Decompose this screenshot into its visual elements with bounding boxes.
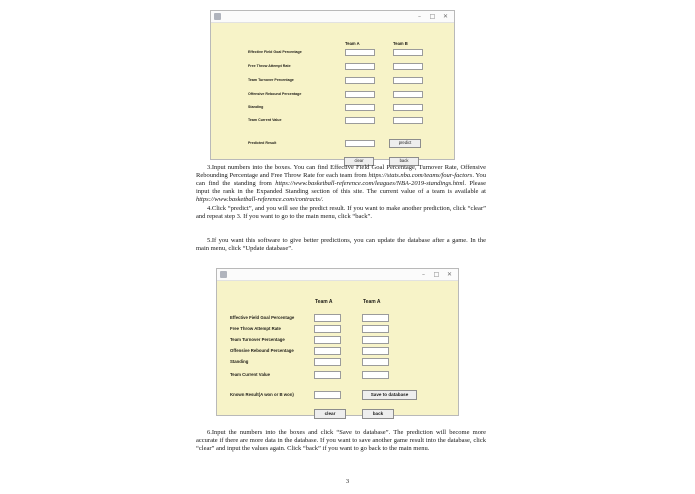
update-window-titlebar (217, 269, 458, 281)
input-team-a-offensive-rebound-percentage[interactable] (314, 347, 341, 355)
paragraph-step-6 (196, 429, 486, 453)
step3-sentence-4: . You can find the standing from (196, 172, 486, 188)
input-team-a-team-turnover-percentage[interactable] (345, 77, 375, 84)
label-team-current-value: Team Current Value (230, 372, 271, 377)
back-button[interactable]: back (362, 409, 394, 419)
input-team-b-standing[interactable] (393, 104, 423, 111)
input-team-b-team-current-value[interactable] (393, 117, 423, 124)
predict-window-body (211, 23, 454, 164)
back-button[interactable]: back (389, 157, 419, 166)
paragraph-step-4 (196, 205, 486, 221)
input-team-b-team-turnover-percentage[interactable] (393, 77, 423, 84)
update-window-body (217, 281, 458, 415)
url-four-factors: https://stats.nba.com/teams/four-factors (368, 172, 473, 180)
label-team-turnover-percentage: Team Turnover Percentage (248, 78, 294, 82)
label-free-throw-attempt-rate: Free Throw Attempt Rate (230, 326, 281, 331)
column-header-team-a: Team A (345, 41, 360, 46)
label-team-current-value: Team Current Value (248, 118, 282, 122)
predict-button[interactable]: predict (389, 139, 421, 148)
label-effective-field-goal-percentage: Effective Field Goal Percentage (248, 50, 302, 54)
paragraph-step-5 (196, 237, 486, 253)
input-team-a-effective-field-goal-percentage[interactable] (314, 314, 341, 322)
step3-sentence-5: . Please input the rank in the Expanded Standing section of this site. The current value of a team is available at (196, 180, 486, 196)
label-effective-field-goal-percentage: Effective Field Goal Percentage (230, 315, 295, 320)
app-icon (220, 271, 227, 278)
url-contracts: https://www.basketball-reference.com/contracts/ (196, 196, 322, 204)
input-known-result[interactable] (314, 391, 341, 399)
input-team-a-team-current-value[interactable] (314, 371, 341, 379)
url-nba-standings: https://www.basketball-reference.com/leagues/NBA-2019-standings.html (275, 180, 465, 188)
close-icon[interactable]: ✕ (446, 270, 453, 278)
label-offensive-rebound-percentage: Offensive Rebound Percentage (248, 92, 302, 96)
step3-sentence-2: Turnover Rate, Offensive Rebounding Percentage and Free Throw Rate for each team (196, 164, 486, 180)
label-standing: Standing (230, 359, 249, 364)
step3-sentence-6: . (321, 196, 324, 204)
input-team-a-standing[interactable] (314, 358, 341, 366)
column-header-team-a-left: Team A (315, 299, 333, 305)
minimize-icon[interactable]: – (418, 12, 421, 20)
step5-text: 5.If you want this software to give better predictions, you can update the database after a game. In the main menu, click “Update database”. (196, 237, 486, 253)
update-database-window (216, 268, 459, 416)
app-icon (214, 13, 221, 20)
label-free-throw-attempt-rate: Free Throw Attempt Rate (248, 64, 291, 68)
input-team-a-free-throw-attempt-rate[interactable] (345, 63, 375, 70)
input-team-b-offensive-rebound-percentage[interactable] (393, 91, 423, 98)
step3-sentence-1: 3.Input numbers into the boxes. You can find Effective Field Goal Percentage, (207, 164, 417, 171)
maximize-icon[interactable]: □ (433, 270, 440, 278)
input-team-b-free-throw-attempt-rate[interactable] (393, 63, 423, 70)
input-team-b-effective-field-goal-percentage[interactable] (362, 314, 389, 322)
input-team-b-standing[interactable] (362, 358, 389, 366)
label-offensive-rebound-percentage: Offensive Rebound Percentage (230, 348, 294, 353)
column-header-team-a-right: Team A (363, 299, 381, 305)
label-predicted-result: Predicted Result (248, 141, 277, 145)
input-team-a-offensive-rebound-percentage[interactable] (345, 91, 375, 98)
input-team-a-standing[interactable] (345, 104, 375, 111)
input-predicted-result (345, 140, 375, 147)
step6-text: 6.Input the numbers into the boxes and click “Save to database”. The prediction will become more accurate if there are more data in the database. If you want to save another game result into the database, click “clear” and input the values again. Click “back” if you want to go back to the main menu. (196, 429, 486, 453)
label-known-result: Known Result(A won or B won) (230, 392, 294, 397)
clear-button[interactable]: clear (314, 409, 346, 419)
label-standing: Standing (248, 105, 264, 109)
step4-text: 4.Click “predict”, and you will see the predict result. If you want to make another prediction, click “clear” and repeat step 3. If you want to go to the main menu, click “back”. (196, 205, 486, 221)
input-team-b-offensive-rebound-percentage[interactable] (362, 347, 389, 355)
input-team-a-free-throw-attempt-rate[interactable] (314, 325, 341, 333)
minimize-icon[interactable]: – (422, 270, 425, 278)
input-team-a-team-current-value[interactable] (345, 117, 375, 124)
predict-window-titlebar (211, 11, 454, 23)
paragraph-step-3 (196, 164, 486, 204)
input-team-b-team-current-value[interactable] (362, 371, 389, 379)
step3-sentence-3: from (354, 172, 369, 180)
column-header-team-b: Team B (393, 41, 408, 46)
clear-button[interactable]: clear (344, 157, 374, 166)
label-team-turnover-percentage: Team Turnover Percentage (230, 337, 285, 342)
save-to-database-button[interactable]: Save to database (362, 390, 417, 400)
maximize-icon[interactable]: □ (429, 12, 436, 20)
input-team-b-team-turnover-percentage[interactable] (362, 336, 389, 344)
input-team-a-effective-field-goal-percentage[interactable] (345, 49, 375, 56)
input-team-b-free-throw-attempt-rate[interactable] (362, 325, 389, 333)
input-team-a-team-turnover-percentage[interactable] (314, 336, 341, 344)
page-number: 3 (345, 478, 350, 485)
predict-window (210, 10, 455, 164)
input-team-b-effective-field-goal-percentage[interactable] (393, 49, 423, 56)
close-icon[interactable]: ✕ (442, 12, 449, 20)
